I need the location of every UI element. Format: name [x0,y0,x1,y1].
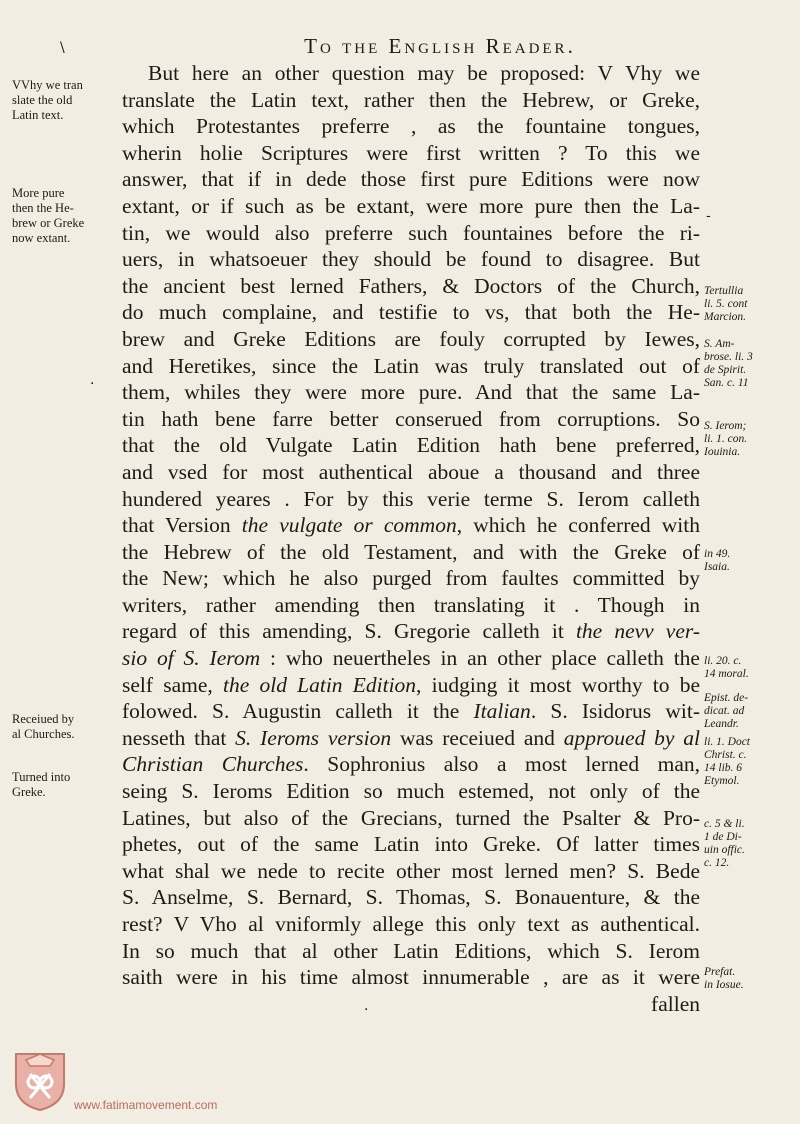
body-line: extant, or if such as be extant, were more pure then the La- [122,193,700,218]
right-note-line: 14 lib. 6 [704,762,743,774]
right-note-line: in 49. [704,548,731,560]
body-line: regard of this amending, S. Gregorie calleth it the nevv ver- [122,619,700,644]
right-note-line: Tertullia [704,285,744,297]
left-note-received [12,712,120,742]
body-line: self same, the old Latin Edition, iudging it most worthy to be [122,672,700,697]
body-line: rest? V Vho al vniformly allege this only text as authentical. [122,912,700,936]
right-note-line: c. 5 & li. [704,818,745,830]
body-line: saith were in his time almost innumerable , are as it were [122,965,700,990]
body-line: that Version the vulgate or common, which he conferred with [122,513,700,538]
right-note-line: 1 de Di- [704,831,742,843]
left-note-line: brew or Greke [12,216,85,230]
right-note-line: Etymol. [704,775,740,787]
right-note-line: 14 moral. [704,668,749,680]
running-head: To the English Reader. [304,34,576,58]
right-note-gregorie [704,655,774,681]
body-line: In so much that al other Latin Editions, which S. Ierom [122,938,700,963]
left-note-line: slate the old [12,93,73,107]
body-line: translate the Latin text, rather then the Hebrew, or Greke, [122,87,700,112]
right-note-line: li. 5. cont [704,298,748,310]
right-note-line: S. Ierom; [704,420,747,432]
body-text [122,60,700,1017]
footer [12,1050,312,1114]
right-note-line: uin offic. [704,844,745,856]
body-line: fallen [651,991,700,1016]
body-line: tin, we would also preferre such fountaines before the ri- [122,220,700,245]
right-note-line: in Iosue. [704,979,744,991]
left-note-line: Turned into [12,770,71,784]
papal-emblem-icon [12,1050,68,1112]
right-note-ambrose [704,338,774,390]
body-line: the ancient best lerned Fathers, & Doctors of the Church, [122,273,700,298]
left-note-line: Latin text. [12,108,64,122]
body-line: what shal we nede to recite other most lerned men? S. Bede [122,858,700,883]
right-note-line: S. Am- [704,338,735,350]
right-note-prefat [704,966,774,992]
body-line: them, whiles they were more pure. And that the same La- [122,380,700,405]
right-note-line: brose. li. 3 [704,351,753,363]
body-line: the Hebrew of the old Testament, and with the Greke of [122,539,700,564]
body-line: Latines, but also of the Grecians, turned the Psalter & Pro- [122,805,700,830]
body-line: sio of S. Ierom : who neuertheles in an other place calleth the [122,646,700,671]
body-line: nesseth that S. Ieroms version was receiued and approued by al [122,725,700,750]
body-line: and Heretikes, since the Latin was truly translated out of [122,353,700,378]
right-note-line: li. 20. c. [704,655,742,667]
body-line: tin hath bene farre better conserued from corruptions. So [122,406,700,431]
right-note-line: dicat. ad [704,705,745,717]
left-note-line: then the He- [12,201,74,215]
left-note-line: More pure [12,186,65,200]
right-note-line: de Spirit. [704,364,747,376]
right-note-tertullian [704,285,774,324]
right-note-line: li. 1. Doct [704,736,750,748]
body-line: wherin holie Scriptures were first written ? To this we [122,140,700,165]
body-line: that the old Vulgate Latin Edition hath bene preferred, [122,433,700,458]
right-note-line: Christ. c. [704,749,747,761]
body-line: S. Anselme, S. Bernard, S. Thomas, S. Bonauenture, & the [122,885,700,910]
left-note-line: now extant. [12,231,71,245]
right-note-line: Prefat. [704,966,736,978]
body-line: the New; which he also purged from faultes committed by [122,566,700,591]
right-note-ierom [704,420,774,459]
body-line: But here an other question may be proposed: V Vhy we [148,61,700,85]
body-line: do much complaine, and testifie to vs, that both the He- [122,300,700,325]
right-note-line: San. c. 11 [704,377,749,389]
footer-url[interactable]: www.fatimamovement.com [74,1098,218,1112]
margin-dot: - [706,208,711,224]
right-note-isaia [704,548,774,574]
body-line: folowed. S. Augustin calleth it the Italian. S. Isidorus wit- [122,699,700,724]
body-line: brew and Greke Editions are fouly corrupted by Iewes, [122,326,700,351]
margin-dot: · [90,376,95,392]
right-note-augustin [704,736,774,788]
margin-dot: · [364,1002,369,1018]
right-note-isidorus [704,818,774,870]
left-note-line: al Churches. [12,727,75,741]
body-line: phetes, out of the same Latin into Greke. Of latter times [122,832,700,857]
body-line: seing S. Ieroms Edition so much estemed, not only of the [122,779,700,804]
left-note-more-pure [12,186,120,246]
body-line: and vsed for most authentical aboue a thousand and three [122,459,700,484]
body-line: answer, that if in dede those first pure Editions were now [122,167,700,192]
left-note-line: VVhy we tran [12,78,83,92]
corner-mark: \ [60,40,65,56]
right-note-line: Isaia. [704,561,730,573]
right-note-line: Iouinia. [704,446,741,458]
left-note-line: Receiued by [12,712,75,726]
right-note-line: Epist. de- [704,692,749,704]
left-note-line: Greke. [12,785,46,799]
left-note-turned-greke [12,770,120,800]
right-note-line: li. 1. con. [704,433,748,445]
right-note-epistle [704,692,774,731]
body-line: which Protestantes preferre , as the fountaine tongues, [122,114,700,139]
left-note-why-translate [12,78,120,123]
right-note-line: c. 12. [704,857,730,869]
body-line: uers, in whatsoeuer they should be found to disagree. But [122,247,700,272]
right-note-line: Leandr. [704,718,739,730]
body-line: writers, rather amending then translating it . Though in [122,592,700,617]
right-note-line: Marcion. [704,311,747,323]
body-line: Christian Churches. Sophronius also a most lerned man, [122,752,700,777]
body-line: hundered yeares . For by this verie terme S. Ierom calleth [122,486,700,511]
